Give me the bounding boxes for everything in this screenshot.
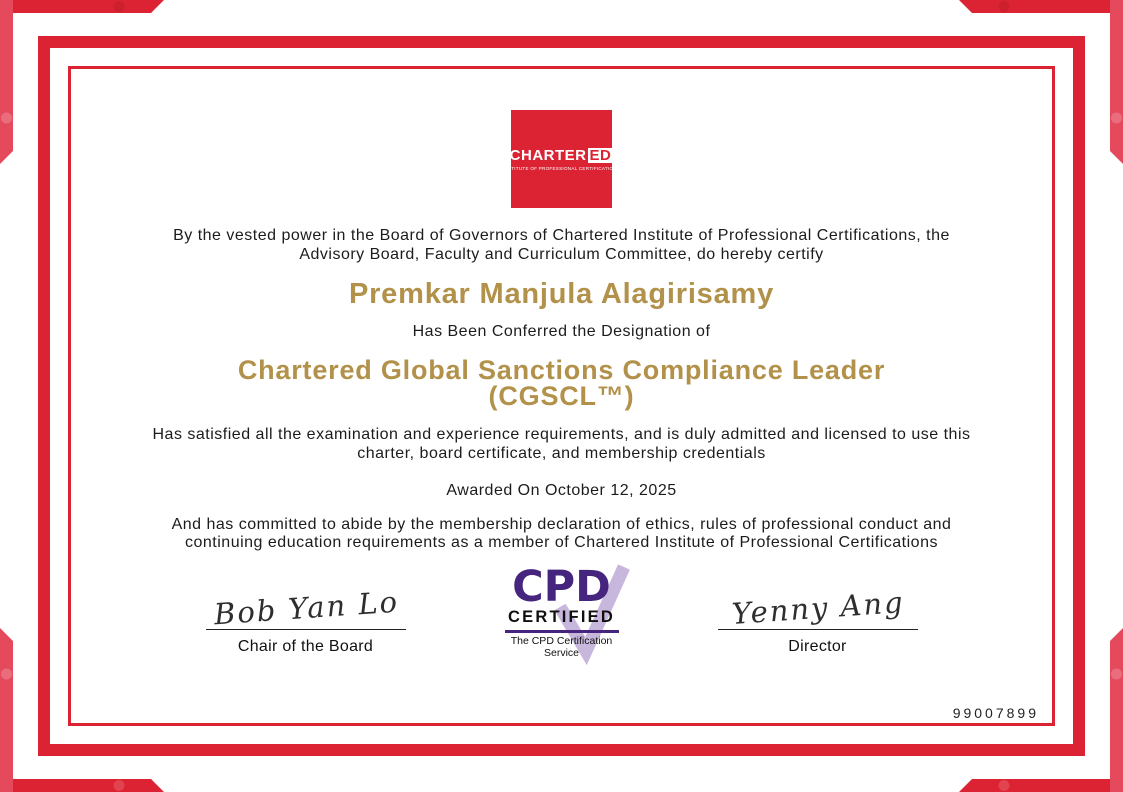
certificate-content bbox=[71, 71, 1052, 721]
issuer-statement: By the vested power in the Board of Governors of Chartered Institute of Professional Certifications, the Advisory Board, Faculty and Curriculum Committee, do hereby certify bbox=[173, 227, 950, 263]
designation-line1: Chartered Global Sanctions Compliance Leader bbox=[237, 354, 886, 385]
logo-wordmark bbox=[510, 148, 614, 163]
chartered-institute-logo bbox=[502, 110, 621, 208]
chair-signature-script: Bob Yan Lo bbox=[212, 584, 400, 632]
cpd-service-text bbox=[511, 636, 613, 660]
requirements-statement: Has satisfied all the examination and experience requirements, and is duly admitted and licensed to use this charter, board certificate, and membership credentials bbox=[152, 426, 971, 462]
cpd-certified-badge bbox=[502, 561, 622, 660]
signature-block-director bbox=[718, 567, 918, 656]
awarded-date-line: Awarded On October 12, 2025 bbox=[446, 481, 677, 499]
signature-row bbox=[206, 561, 918, 660]
cpd-acronym: CPD bbox=[512, 561, 611, 612]
director-signature-script: Yenny Ang bbox=[730, 584, 906, 631]
cpd-service-line1: The CPD Certification bbox=[510, 635, 613, 648]
logo-subtitle: INSTITUTE OF PROFESSIONAL CERTIFICATIONS bbox=[502, 165, 621, 171]
director-signature-title: Director bbox=[788, 637, 847, 655]
logo-wordmark-ed: ED bbox=[589, 146, 612, 164]
chair-signature-title: Chair of the Board bbox=[237, 637, 374, 655]
signature-block-chair bbox=[206, 567, 406, 656]
designation-title bbox=[237, 354, 886, 411]
recipient-name: Premkar Manjula Alagirisamy bbox=[348, 278, 775, 311]
cpd-divider-rule bbox=[505, 630, 619, 633]
conferred-line: Has Been Conferred the Designation of bbox=[412, 322, 711, 340]
cpd-service-line2: Service bbox=[543, 646, 579, 659]
cpd-certified-label: CERTIFIED bbox=[508, 608, 615, 627]
designation-line2: (CGSCL™) bbox=[488, 380, 635, 411]
certificate-number: 99007899 bbox=[952, 705, 1039, 721]
logo-wordmark-charter: CHARTER bbox=[509, 146, 587, 164]
commitment-statement: And has committed to abide by the membership declaration of ethics, rules of professional conduct and continuing education requirements as a member of Chartered Institute of Professional Certifications bbox=[171, 515, 952, 552]
